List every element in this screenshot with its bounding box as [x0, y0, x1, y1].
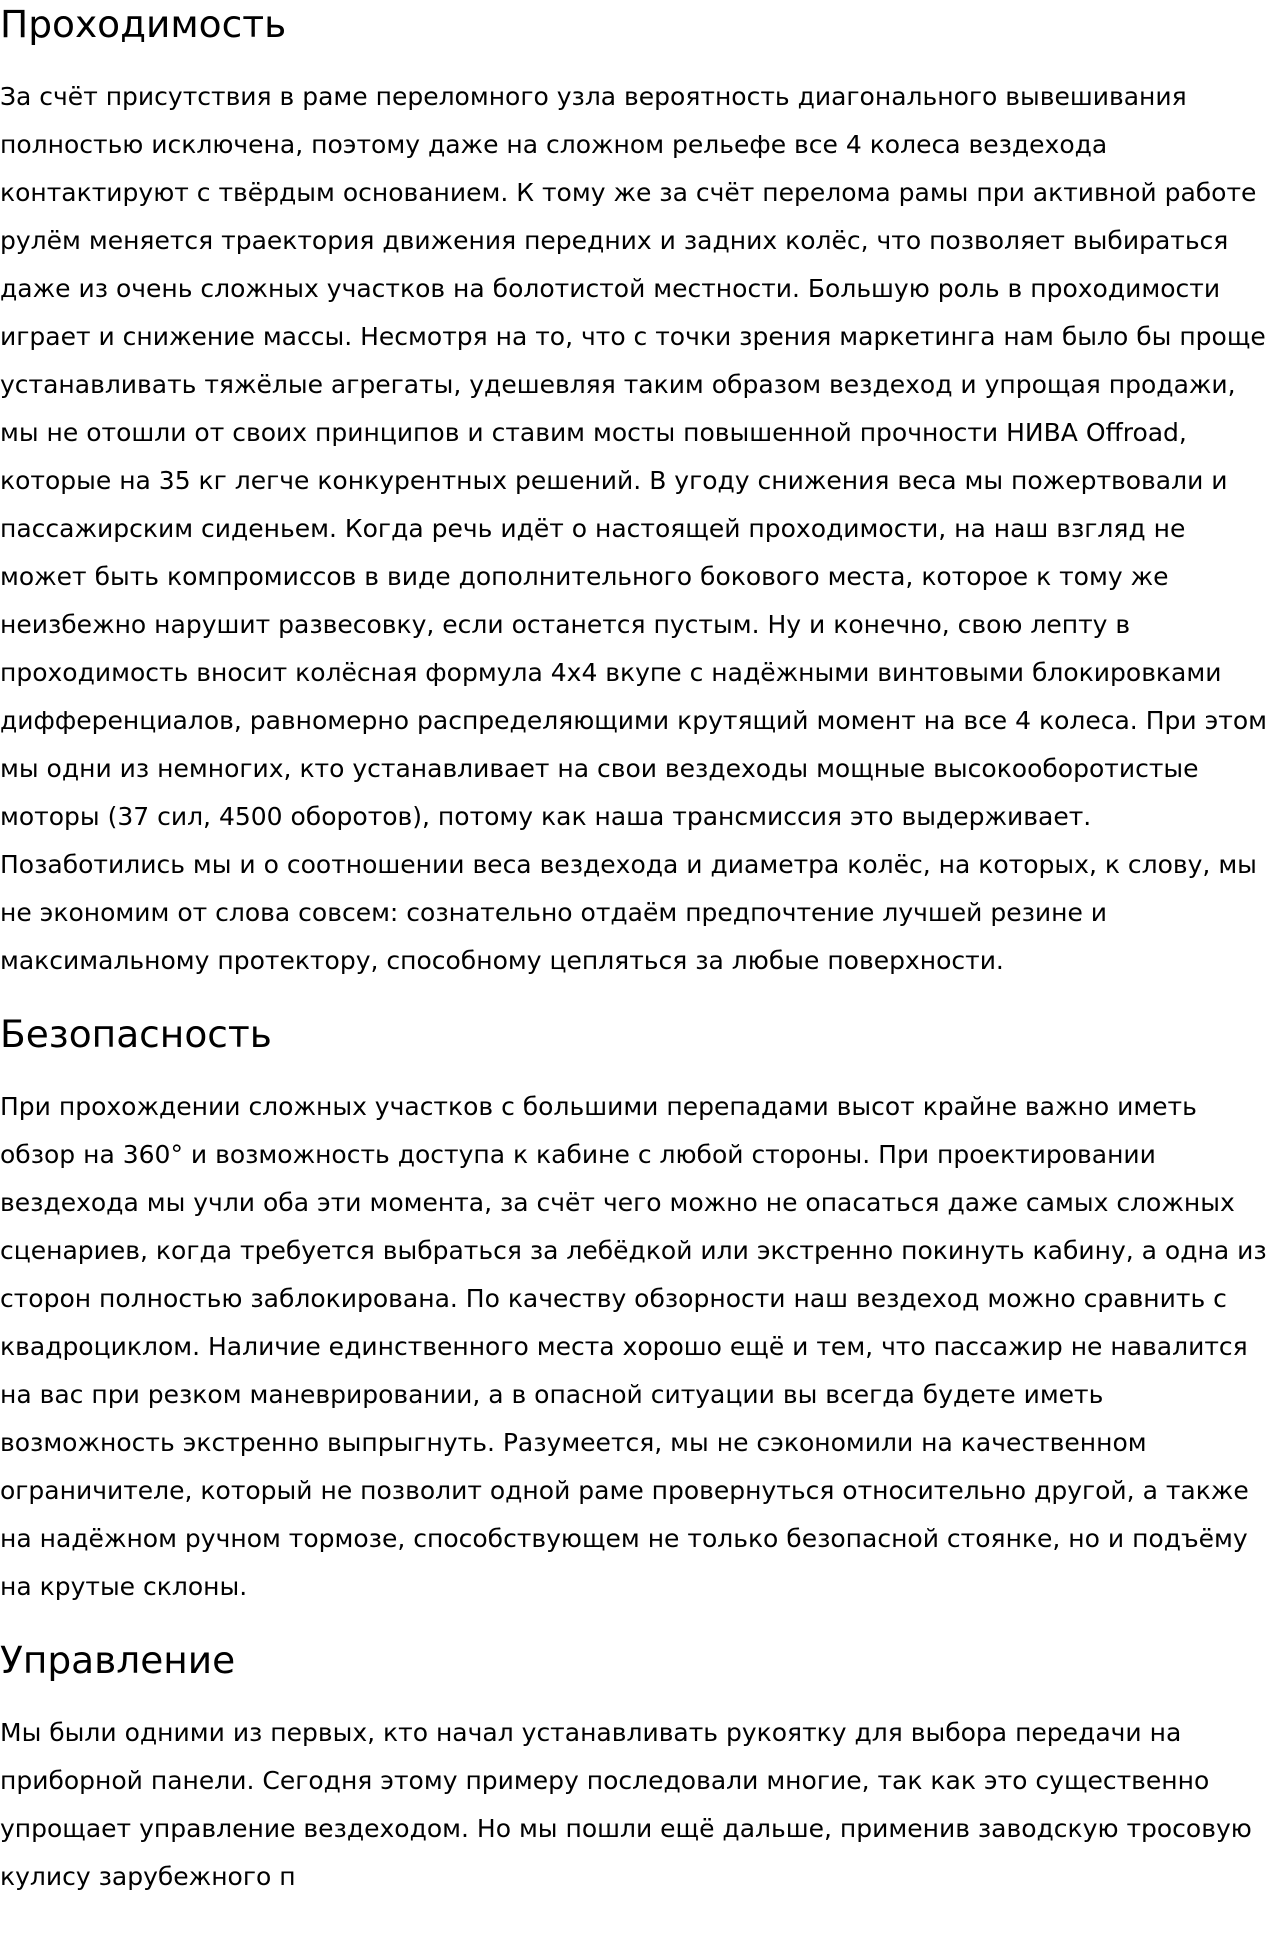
section-title-prohodimost: Проходимость [0, 2, 287, 46]
section-title-bezopasnost: Безопасность [0, 1012, 272, 1056]
paragraph-prohodimost: За счёт присутствия в раме переломного узла вероятность диагонального вывешивания полностью исключена, поэтому даже на сложном рельефе все 4 колеса вездехода контактируют с твёрдым основанием. К тому же за счёт перелома рамы при активной работе рулём меняется траектория движения передних и задних колёс, что позволяет выбираться даже из очень сложных участков на болотистой местности. Большую роль в проходимости играет и снижение массы. Несмотря на то, что с точки зрения маркетинга нам было бы проще устанавливать тяжёлые агрегаты, удешевляя таким образом вездеход и упрощая продажи, мы не отошли от своих принципов и ставим мосты повышенной прочности НИВА Offroad, которые на 35 кг легче конкурентных решений. В угоду снижения веса мы пожертвовали и пассажирским сиденьем. Когда речь идёт о настоящей проходимости, на наш взгляд не может быть компромиссов в виде дополнительного бокового места, которое к тому же неизбежно нарушит развесовку, если останется пустым. Ну и конечно, свою лепту в проходимость вносит колёсная формула 4х4 вкупе с надёжными винтовыми блокировками дифференциалов, равномерно распределяющими крутящий момент на все 4 колеса. При этом мы одни из немногих, кто устанавливает на свои вездеходы мощные высокооборотистые моторы (37 сил, 4500 оборотов), потому как наша трансмиссия это выдерживает. Позаботились мы и о соотношении веса вездехода и диаметра колёс, на которых, к слову, мы не экономим от слова совсем: сознательно отдаём предпочтение лучшей резине и максимальному протектору, способному цепляться за любые поверхности. [0, 82, 1268, 975]
section-title-upravlenie: Управление [0, 1638, 236, 1682]
paragraph-bezopasnost: При прохождении сложных участков с большими перепадами высот крайне важно иметь обзор на 360° и возможность доступа к кабине с любой стороны. При проектировании вездехода мы учли оба эти момента, за счёт чего можно не опасаться даже самых сложных сценариев, когда требуется выбраться за лебёдкой или экстренно покинуть кабину, а одна из сторон полностью заблокирована. По качеству обзорности наш вездеход можно сравнить с квадроциклом. Наличие единственного места хорошо ещё и тем, что пассажир не навалится на вас при резком маневрировании, а в опасной ситуации вы всегда будете иметь возможность экстренно выпрыгнуть. Разумеется, мы не сэкономили на качественном ограничителе, который не позволит одной раме провернуться относительно другой, а также на надёжном ручном тормозе, способствующем не только безопасной стоянке, но и подъёму на крутые склоны. [0, 1092, 1267, 1601]
paragraph-upravlenie: Мы были одними из первых, кто начал устанавливать рукоятку для выбора передачи на приборной панели. Сегодня этому примеру последовали многие, так как это существенно упрощает управление вездеходом. Но мы пошли ещё дальше, применив заводскую тросовую кулису зарубежного п [0, 1718, 1252, 1891]
